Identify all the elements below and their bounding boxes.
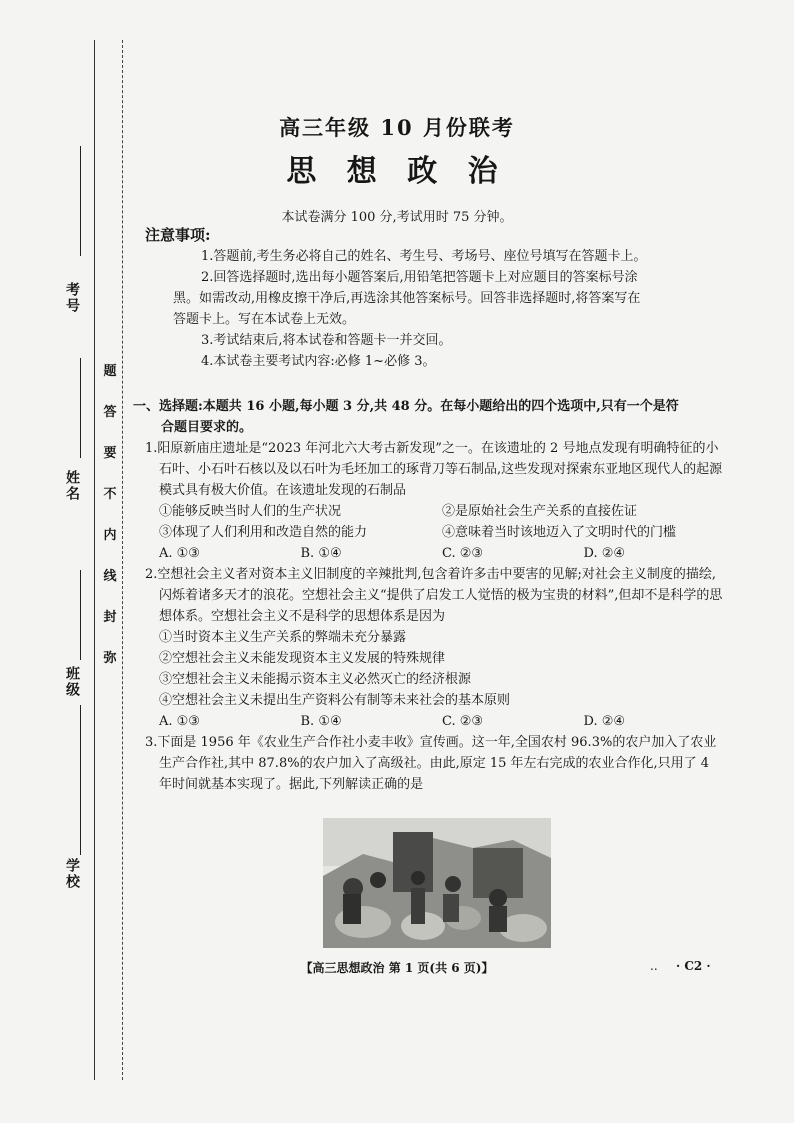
school-underline [80, 705, 82, 855]
choice-row [145, 543, 725, 564]
name-underline [80, 358, 82, 458]
seal-char: 答 [103, 405, 117, 420]
class-underline [80, 570, 82, 660]
question-stem: 3.下面是 1956 年《农业生产合作社小麦丰收》宣传画。这一年,全国农村 96.3%的农户加入了农业生产合作社,其中 87.8%的农户加入了高级社。由此,原定 15 年左右完成的农业合作化,只用了 4 年时间就基本实现了。据此,下列解读正确的是 [145, 735, 717, 792]
choice-row [145, 711, 725, 732]
note-item: 4.本试卷主要考试内容:必修 1~必修 3。 [201, 354, 436, 369]
choice-d: D. ②④ [583, 714, 626, 729]
choice-a: A. ①③ [159, 546, 200, 561]
choice-a: A. ①③ [159, 714, 200, 729]
seal-char: 弥 [103, 651, 117, 666]
notes-list [145, 246, 715, 372]
statement: ②空想社会主义未能发现资本主义发展的特殊规律 [159, 651, 446, 666]
question-stem: 2.空想社会主义者对资本主义旧制度的辛辣批判,包含着许多击中要害的见解;对社会主义制度的描绘,闪烁着诸多天才的浪花。空想社会主义“提供了启发工人觉悟的极为宝贵的材料”,但却不是科学的思想体系。空想社会主义不是科学的思想体系是因为 [145, 567, 723, 624]
statement: ③体现了人们利用和改造自然的能力 [159, 525, 368, 540]
page-footer: 【高三思想政治 第 1 页(共 6 页)】 [300, 961, 494, 975]
choice-d: D. ②④ [583, 546, 626, 561]
note-item: 1.答题前,考生务必将自己的姓名、考生号、考场号、座位号填写在答题卡上。 [201, 249, 647, 264]
choice-b: B. ①④ [300, 546, 342, 561]
paper-code: · C2 · [676, 959, 711, 973]
choice-c: C. ②③ [442, 546, 484, 561]
seal-line [122, 40, 123, 1080]
choice-b: B. ①④ [300, 714, 342, 729]
section-heading [133, 396, 725, 438]
binding-line [94, 40, 95, 1080]
seal-char: 线 [103, 569, 117, 584]
exam-title: 高三年级 10 月份联考 [279, 115, 515, 140]
statement: ④空想社会主义未提出生产资料公有制等未来社会的基本原则 [159, 693, 511, 708]
statement: ②是原始社会生产关系的直接佐证 [442, 504, 638, 519]
note-item: 3.考试结束后,将本试卷和答题卡一并交回。 [201, 333, 452, 348]
section-line: 合题目要求的。 [161, 420, 253, 435]
note-item: 2.回答选择题时,选出每小题答案后,用铅笔把答题卡上对应题目的答案标号涂 [201, 270, 638, 285]
footer-dots: .. [650, 959, 658, 973]
question-3 [145, 732, 725, 795]
note-item: 黑。如需改动,用橡皮擦干净后,再选涂其他答案标号。回答非选择题时,将答案写在 [173, 291, 641, 306]
margin-label-kaohao: 考号 [64, 282, 80, 314]
statement: ①能够反映当时人们的生产状况 [159, 504, 342, 519]
seal-warning-text [100, 360, 120, 666]
statement-row [145, 522, 725, 543]
choice-c: C. ②③ [442, 714, 484, 729]
section-line: 一、选择题:本题共 16 小题,每小题 3 分,共 48 分。在每小题给出的四个选项中,只有一个是符 [133, 399, 679, 414]
seal-char: 内 [103, 528, 117, 543]
exam-info: 本试卷满分 100 分,考试用时 75 分钟。 [281, 210, 513, 225]
seal-char: 要 [103, 446, 117, 461]
question-2 [145, 564, 725, 732]
propaganda-poster-image [323, 818, 551, 948]
seal-char: 题 [103, 364, 117, 379]
notes-title: 注意事项: [145, 226, 211, 244]
margin-label-school: 学校 [64, 858, 80, 890]
question-stem: 1.阳原新庙庄遗址是“2023 年河北六大考古新发现”之一。在该遗址的 2 号地点发现有明确特征的小石叶、小石叶石核以及以石叶为毛坯加工的琢背刀等石制品,这些发现对探索东亚地区现代人的起源模式具有极大价值。在该遗址发现的石制品 [145, 441, 723, 498]
statement: ①当时资本主义生产关系的弊端未充分暴露 [159, 630, 407, 645]
statement-row [145, 501, 725, 522]
question-1 [145, 438, 725, 564]
seal-char: 封 [103, 610, 117, 625]
margin-label-class: 班级 [64, 666, 80, 698]
statement: ④意味着当时该地迈入了文明时代的门槛 [442, 525, 677, 540]
margin-label-name: 姓名 [64, 470, 80, 502]
seal-char: 不 [103, 487, 117, 502]
exam-subject: 思 想 政 治 [286, 154, 508, 189]
questions [145, 438, 725, 795]
note-item: 答题卡上。写在本试卷上无效。 [173, 312, 356, 327]
statement: ③空想社会主义未能揭示资本主义必然灭亡的经济根源 [159, 672, 472, 687]
